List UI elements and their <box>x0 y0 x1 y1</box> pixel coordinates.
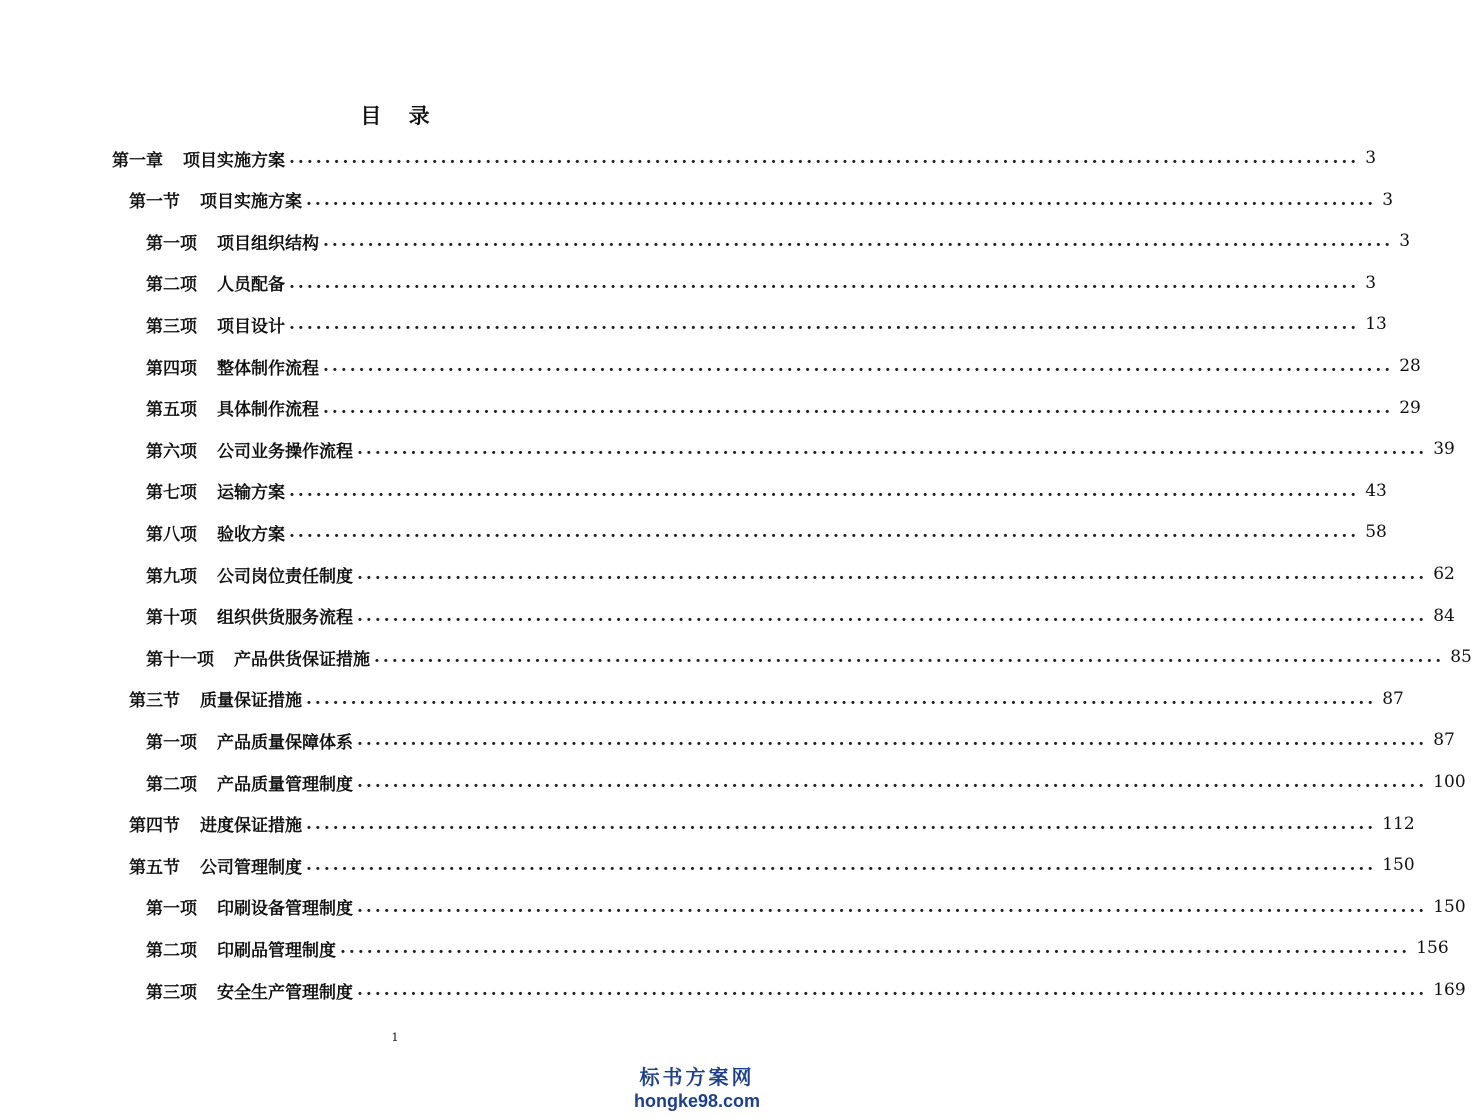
watermark-url: hongke98.com <box>633 1091 761 1111</box>
toc-dot-leader: ........................................................................................................................ <box>357 730 1428 751</box>
toc-dot-leader: ........................................................................................................................ <box>306 813 1377 834</box>
toc-entry-title: 产品供货保证措施 <box>234 649 370 670</box>
toc-entry-number: 第二项 <box>146 774 197 795</box>
toc-entry-title: 项目实施方案 <box>200 192 302 213</box>
toc-entry-number: 第五节 <box>129 857 180 878</box>
toc-entry[interactable] <box>129 803 1415 845</box>
toc-entry[interactable] <box>129 678 1404 720</box>
toc-entry-title: 项目设计 <box>217 316 285 337</box>
toc-entry[interactable] <box>112 137 1377 179</box>
toc-entry-number: 第一项 <box>146 233 197 254</box>
toc-entry[interactable] <box>146 262 1377 304</box>
toc-entry-title: 公司岗位责任制度 <box>217 566 353 587</box>
toc-entry-title: 项目实施方案 <box>183 150 285 171</box>
toc-dot-leader: ........................................................................................................................ <box>357 896 1428 917</box>
toc-entry-number: 第八项 <box>146 524 197 545</box>
toc-entry-page: 85 <box>1450 647 1472 668</box>
toc-entry-page: 43 <box>1365 480 1387 501</box>
toc-entry-number: 第六项 <box>146 441 197 462</box>
toc-entry-number: 第一项 <box>146 899 197 920</box>
toc-entry-title: 运输方案 <box>217 483 285 504</box>
toc-entry[interactable] <box>146 969 1466 1011</box>
toc-dot-leader: ........................................................................................................................ <box>323 397 1394 418</box>
toc-entry-page: 58 <box>1365 522 1387 543</box>
toc-entry[interactable] <box>146 595 1455 637</box>
toc-dot-leader: ........................................................................................................................ <box>289 148 1360 168</box>
toc-entry-title: 公司管理制度 <box>200 857 302 878</box>
toc-entry-title: 安全生产管理制度 <box>217 982 353 1003</box>
toc-entry-page: 13 <box>1365 314 1387 335</box>
toc-dot-leader: ........................................................................................................................ <box>323 231 1394 252</box>
toc-entry-page: 29 <box>1399 397 1421 418</box>
toc-dot-leader: ........................................................................................................................ <box>357 564 1428 584</box>
toc-dot-leader: ........................................................................................................................ <box>306 855 1377 876</box>
toc-dot-leader: ........................................................................................................................ <box>374 647 1445 668</box>
toc-entry[interactable] <box>129 179 1394 221</box>
toc-entry-page: 150 <box>1382 855 1415 876</box>
toc-entry-page: 3 <box>1365 148 1377 168</box>
toc-entry[interactable] <box>146 387 1421 429</box>
toc-entry-page: 87 <box>1433 730 1455 751</box>
toc-entry-page: 156 <box>1416 938 1449 959</box>
toc-dot-leader: ........................................................................................................................ <box>306 189 1377 210</box>
toc-entry-number: 第一节 <box>129 192 180 213</box>
toc-entry-number: 第一章 <box>112 150 163 171</box>
toc-entry-number: 第十项 <box>146 608 197 629</box>
toc-entry-title: 验收方案 <box>217 524 285 545</box>
toc-entry-page: 150 <box>1433 896 1466 917</box>
toc-entry-title: 印刷品管理制度 <box>217 940 336 961</box>
toc-entry[interactable] <box>146 428 1455 470</box>
toc-entry[interactable] <box>146 220 1411 262</box>
toc-entry-title: 人员配备 <box>217 275 285 296</box>
toc-entry-number: 第七项 <box>146 483 197 504</box>
toc-entry-page: 28 <box>1399 356 1421 376</box>
toc-entry-page: 3 <box>1365 272 1377 293</box>
toc-entry[interactable] <box>146 886 1466 928</box>
toc-entry-number: 第五项 <box>146 400 197 421</box>
toc-entry[interactable] <box>146 303 1387 345</box>
toc-entry-page: 169 <box>1433 980 1466 1000</box>
toc-entry-number: 第三项 <box>146 982 197 1003</box>
toc-dot-leader: ........................................................................................................................ <box>289 272 1360 293</box>
toc-entry-title: 产品质量保障体系 <box>217 732 353 753</box>
toc-dot-leader: ........................................................................................................................ <box>289 522 1360 543</box>
toc-entry-page: 87 <box>1382 688 1404 709</box>
toc-entry[interactable] <box>146 511 1387 553</box>
page-title: 目 录 <box>360 103 440 128</box>
toc-entry-title: 进度保证措施 <box>200 816 302 837</box>
toc-entry-page: 84 <box>1433 605 1455 626</box>
toc-entry-number: 第三项 <box>146 316 197 337</box>
toc-dot-leader: ........................................................................................................................ <box>357 772 1428 792</box>
toc-entry-page: 3 <box>1382 189 1394 210</box>
watermark-name: 标书方案网 <box>639 1065 755 1089</box>
toc-dot-leader: ........................................................................................................................ <box>357 439 1428 460</box>
watermark-logo <box>622 1064 772 1112</box>
toc-entry-title: 整体制作流程 <box>217 358 319 379</box>
toc-entry[interactable] <box>146 345 1421 387</box>
toc-entry-number: 第九项 <box>146 566 197 587</box>
toc-entry-title: 组织供货服务流程 <box>217 608 353 629</box>
toc-entry-page: 112 <box>1382 813 1415 834</box>
toc-entry-title: 具体制作流程 <box>217 400 319 421</box>
toc-entry-title: 项目组织结构 <box>217 233 319 254</box>
toc-entry[interactable] <box>146 553 1455 595</box>
toc-entry-number: 第二项 <box>146 940 197 961</box>
toc-entry[interactable] <box>146 470 1387 512</box>
toc-entry-title: 质量保证措施 <box>200 691 302 712</box>
toc-entry-title: 产品质量管理制度 <box>217 774 353 795</box>
toc-dot-leader: ........................................................................................................................ <box>340 938 1411 959</box>
toc-dot-leader: ........................................................................................................................ <box>323 356 1394 376</box>
toc-dot-leader: ........................................................................................................................ <box>289 480 1360 501</box>
toc-entry-title: 公司业务操作流程 <box>217 441 353 462</box>
toc-dot-leader: ........................................................................................................................ <box>357 980 1428 1000</box>
toc-entry[interactable] <box>146 636 1472 678</box>
toc-entry-page: 100 <box>1433 772 1466 792</box>
toc-entry-number: 第十一项 <box>146 649 214 670</box>
toc-entry-title: 印刷设备管理制度 <box>217 899 353 920</box>
toc-entry-page: 62 <box>1433 564 1455 584</box>
toc-entry-page: 39 <box>1433 439 1455 460</box>
toc-entry[interactable] <box>146 719 1455 761</box>
toc-dot-leader: ........................................................................................................................ <box>357 605 1428 626</box>
toc-entry-number: 第四项 <box>146 358 197 379</box>
toc-dot-leader: ........................................................................................................................ <box>306 688 1377 709</box>
toc-entry-number: 第一项 <box>146 732 197 753</box>
toc-entry[interactable] <box>146 927 1449 969</box>
toc-entry-number: 第二项 <box>146 275 197 296</box>
toc-entry[interactable] <box>146 761 1466 803</box>
toc-dot-leader: ........................................................................................................................ <box>289 314 1360 335</box>
toc-entry-page: 3 <box>1399 231 1411 252</box>
toc-entry-number: 第四节 <box>129 816 180 837</box>
toc-entry[interactable] <box>129 844 1415 886</box>
page-number: 1 <box>391 1031 399 1044</box>
toc-entry-number: 第三节 <box>129 691 180 712</box>
